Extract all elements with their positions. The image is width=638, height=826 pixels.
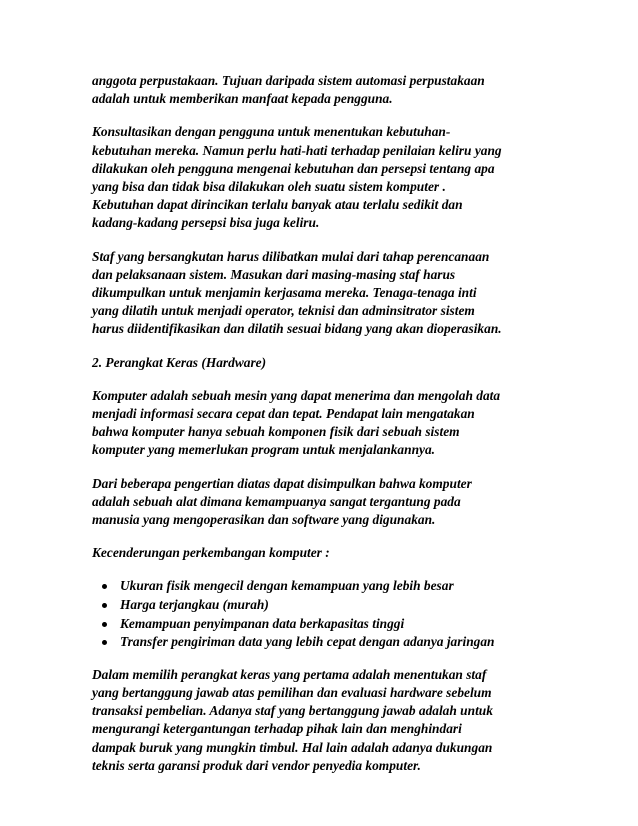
bullet-icon bbox=[102, 603, 107, 608]
text-line: yang bertanggung jawab atas pemilihan dan evaluasi hardware sebelum bbox=[92, 685, 492, 701]
bullet-icon bbox=[102, 640, 107, 645]
text-line: Konsultasikan dengan pengguna untuk menentukan kebutuhan- bbox=[92, 124, 451, 140]
text-line: dampak buruk yang mungkin timbul. Hal lain adalah adanya dukungan bbox=[92, 739, 493, 755]
text-line: dikumpulkan untuk menjamin kerjasama mereka. Tenaga-tenaga inti bbox=[92, 285, 477, 301]
text-line: kebutuhan mereka. Namun perlu hati-hati terhadap penilaian keliru yang bbox=[92, 142, 502, 158]
text-line: yang dilatih untuk menjadi operator, teknisi dan adminsitrator sistem bbox=[92, 303, 475, 319]
section-heading-text: 2. Perangkat Keras (Hardware) bbox=[92, 354, 267, 370]
text-line: komputer yang memerlukan program untuk menjalankannya. bbox=[92, 442, 436, 458]
text-line: dilakukan oleh pengguna mengenai kebutuhan dan persepsi tentang apa bbox=[92, 160, 495, 176]
text-line: adalah sebuah alat dimana kemampuanya sangat tergantung pada bbox=[92, 493, 461, 509]
text-line: kadang-kadang persepsi bisa juga keliru. bbox=[92, 215, 320, 231]
text-line: dan pelaksanaan sistem. Masukan dari masing-masing staf harus bbox=[92, 266, 456, 282]
paragraph-computer-definition bbox=[92, 387, 552, 460]
paragraph-trends-intro bbox=[92, 544, 552, 562]
text-line: menjadi informasi secara cepat dan tepat. Pendapat lain mengatakan bbox=[92, 406, 475, 422]
paragraph-staff-involvement bbox=[92, 248, 552, 339]
text-line: mengurangi ketergantungan terhadap pihak lain dan menghindari bbox=[92, 721, 462, 737]
text-line: yang bisa dan tidak bisa dilakukan oleh suatu sistem komputer . bbox=[92, 179, 446, 195]
document-page bbox=[92, 72, 552, 790]
text-line: adalah untuk memberikan manfaat kepada pengguna. bbox=[92, 91, 393, 107]
text-line: harus diidentifikasikan dan dilatih sesuai bidang yang akan dioperasikan. bbox=[92, 321, 502, 337]
trends-bullet-list bbox=[92, 577, 552, 651]
list-item bbox=[92, 633, 552, 652]
paragraph-hardware-selection bbox=[92, 666, 552, 775]
bullet-icon bbox=[102, 622, 107, 627]
bullet-icon bbox=[102, 584, 107, 589]
list-item bbox=[92, 596, 552, 615]
text-line: Kebutuhan dapat dirincikan terlalu banyak atau terlalu sedikit dan bbox=[92, 197, 463, 213]
list-item-text: Harga terjangkau (murah) bbox=[120, 597, 269, 613]
list-item-text: Ukuran fisik mengecil dengan kemampuan yang lebih besar bbox=[120, 578, 454, 594]
list-item bbox=[92, 615, 552, 634]
paragraph-user-consultation bbox=[92, 123, 552, 232]
text-line: bahwa komputer hanya sebuah komponen fisik dari sebuah sistem bbox=[92, 424, 460, 440]
list-item-text: Transfer pengiriman data yang lebih cepat dengan adanya jaringan bbox=[120, 634, 495, 650]
text-line: Kecenderungan perkembangan komputer : bbox=[92, 545, 330, 561]
text-line: Staf yang bersangkutan harus dilibatkan mulai dari tahap perencanaan bbox=[92, 248, 490, 264]
paragraph-conclusion bbox=[92, 475, 552, 530]
section-heading-hardware bbox=[92, 354, 552, 372]
text-line: Dalam memilih perangkat keras yang pertama adalah menentukan staf bbox=[92, 666, 487, 682]
list-item bbox=[92, 577, 552, 596]
text-line: manusia yang mengoperasikan dan software yang digunakan. bbox=[92, 512, 436, 528]
text-line: transaksi pembelian. Adanya staf yang bertanggung jawab adalah untuk bbox=[92, 703, 493, 719]
text-line: Dari beberapa pengertian diatas dapat disimpulkan bahwa komputer bbox=[92, 475, 472, 491]
paragraph-library-automation bbox=[92, 72, 552, 108]
text-line: anggota perpustakaan. Tujuan daripada sistem automasi perpustakaan bbox=[92, 73, 485, 88]
text-line: Komputer adalah sebuah mesin yang dapat menerima dan mengolah data bbox=[92, 387, 501, 403]
list-item-text: Kemampuan penyimpanan data berkapasitas tinggi bbox=[120, 615, 405, 631]
text-line: teknis serta garansi produk dari vendor penyedia komputer. bbox=[92, 757, 421, 773]
